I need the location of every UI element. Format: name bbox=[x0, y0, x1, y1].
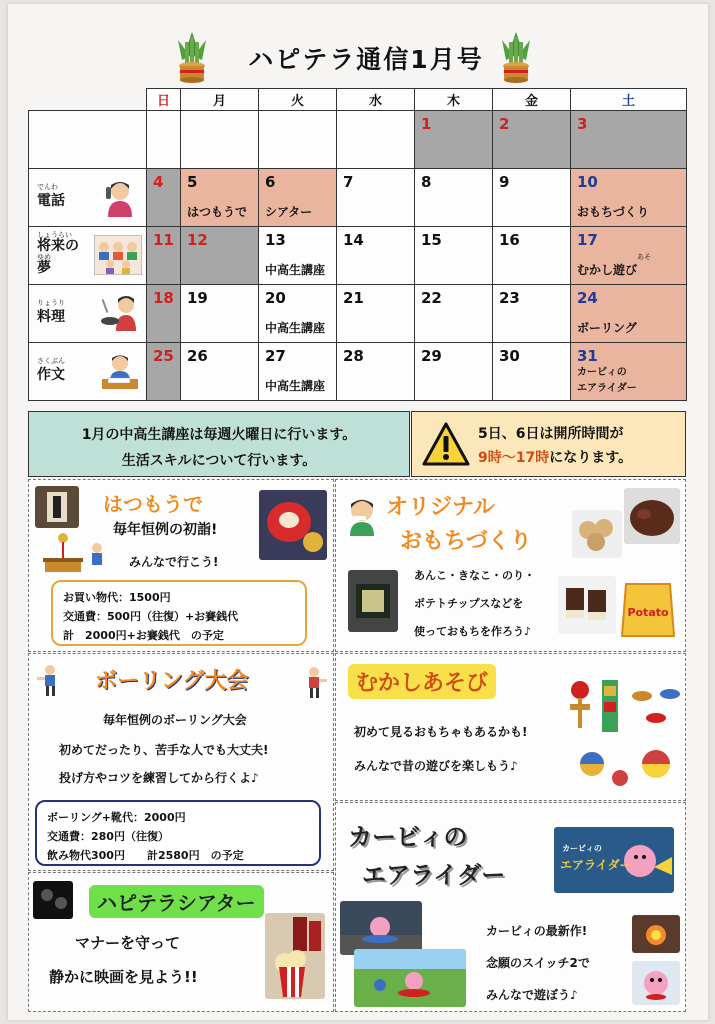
bowling-title: ボーリング大会 bbox=[95, 669, 249, 694]
date-number: 17 bbox=[577, 231, 598, 249]
date-number: 25 bbox=[153, 347, 174, 365]
row-label-dream bbox=[29, 227, 147, 285]
panel-kirby bbox=[335, 802, 686, 1012]
event-label: カービィの bbox=[577, 367, 627, 378]
date-number: 4 bbox=[153, 173, 164, 191]
date-number: 8 bbox=[421, 173, 432, 191]
omochi-title-line1: オリジナル bbox=[386, 495, 495, 520]
cost-line: お買い物代：1500円 bbox=[63, 591, 171, 604]
bowling-cost-box bbox=[35, 800, 321, 866]
date-cell bbox=[493, 343, 571, 401]
date-cell bbox=[415, 285, 493, 343]
date-number: 19 bbox=[187, 289, 208, 307]
date-cell bbox=[337, 285, 415, 343]
date-cell bbox=[493, 169, 571, 227]
kirby-line3: みんなで遊ぼう♪ bbox=[486, 988, 578, 1002]
date-cell-holiday bbox=[147, 343, 181, 401]
event-label: 中高生講座 bbox=[265, 379, 326, 393]
date-cell-event bbox=[571, 227, 687, 285]
cost-line: 計 2000円+お賽銭代 の予定 bbox=[63, 629, 224, 642]
date-number: 18 bbox=[153, 289, 174, 307]
notice-line-rest: になります。 bbox=[549, 450, 633, 466]
date-number: 10 bbox=[577, 173, 598, 191]
notice-line bbox=[478, 446, 632, 470]
omochi-line2: ポテトチップスなどを bbox=[414, 597, 524, 610]
panel-hatsumoude bbox=[28, 479, 334, 652]
bowling-line1: 毎年恒例のボーリング大会 bbox=[103, 713, 247, 727]
logo-big-text: エアライダー bbox=[560, 858, 632, 872]
theater-line2: 静かに映画を見よう!! bbox=[49, 968, 198, 986]
event-label: ボーリング bbox=[577, 321, 637, 335]
day-header-sat: 土 bbox=[571, 89, 687, 111]
kinako-mochi-photo bbox=[572, 510, 622, 558]
omochi-title-line2: おもちづくり bbox=[400, 529, 532, 554]
date-number: 20 bbox=[265, 289, 286, 307]
day-header-fri: 金 bbox=[493, 89, 571, 111]
kadomatsu-icon-right bbox=[496, 30, 536, 84]
event-label: はつもうで bbox=[187, 205, 248, 219]
row-label-cooking bbox=[29, 285, 147, 343]
date-number: 1 bbox=[421, 115, 432, 133]
date-cell-holiday bbox=[571, 111, 687, 169]
date-cell-event bbox=[571, 169, 687, 227]
date-cell-event bbox=[259, 285, 337, 343]
potato-label: Potato bbox=[627, 606, 669, 619]
calendar-table bbox=[28, 88, 687, 401]
notice-hours-text bbox=[478, 422, 632, 470]
date-number: 5 bbox=[187, 173, 198, 191]
shrine-sign-photo bbox=[35, 486, 79, 528]
date-cell-holiday bbox=[147, 285, 181, 343]
row-label-empty bbox=[29, 111, 147, 169]
bowler-icon-right bbox=[299, 666, 329, 700]
date-cell bbox=[181, 343, 259, 401]
date-cell-holiday bbox=[493, 111, 571, 169]
hatsumoude-cost-box bbox=[51, 580, 307, 646]
date-cell bbox=[259, 111, 337, 169]
event-ruby: あそ bbox=[637, 253, 651, 261]
date-number: 22 bbox=[421, 289, 442, 307]
shrine-bell-icon bbox=[41, 530, 111, 574]
date-cell-event bbox=[259, 227, 337, 285]
day-header-sun: 日 bbox=[147, 89, 181, 111]
date-number: 13 bbox=[265, 231, 286, 249]
logo-small-text: カービィの bbox=[562, 844, 602, 853]
nori-mochi-photo bbox=[348, 570, 398, 632]
kirby-action-photo bbox=[632, 915, 680, 953]
kirby-gameplay-photo-2 bbox=[354, 949, 466, 1007]
kirby-title-line2: エアライダー bbox=[362, 861, 506, 889]
date-number: 26 bbox=[187, 347, 208, 365]
date-cell bbox=[493, 227, 571, 285]
cooking-girl-icon bbox=[100, 293, 140, 333]
date-number: 16 bbox=[499, 231, 520, 249]
bowling-line3: 投げ方やコツを練習してから行くよ♪ bbox=[59, 771, 259, 785]
date-cell bbox=[415, 227, 493, 285]
event-label: 中高生講座 bbox=[265, 263, 326, 277]
date-cell bbox=[337, 169, 415, 227]
date-number: 12 bbox=[187, 231, 208, 249]
event-label: エアライダー bbox=[577, 383, 637, 394]
date-number: 7 bbox=[343, 173, 354, 191]
cost-line: 飲み物代300円 計2580円 の予定 bbox=[47, 849, 244, 862]
date-cell-holiday bbox=[147, 169, 181, 227]
date-number: 23 bbox=[499, 289, 520, 307]
date-cell-event bbox=[181, 169, 259, 227]
cost-line: 交通費：280円（往復） bbox=[47, 830, 169, 843]
day-header-wed: 水 bbox=[337, 89, 415, 111]
hatsumoude-title: はつもうで bbox=[103, 492, 203, 516]
event-label: シアター bbox=[265, 205, 313, 219]
mukashi-line1: 初めて見るおもちゃもあるかも! bbox=[354, 725, 528, 739]
date-cell bbox=[181, 111, 259, 169]
writing-boy-icon bbox=[100, 351, 140, 391]
date-number: 30 bbox=[499, 347, 520, 365]
notice-line: 1月の中高生講座は毎週火曜日に行います。 bbox=[81, 427, 357, 443]
date-cell bbox=[337, 343, 415, 401]
event-label: おもちづくり bbox=[577, 205, 649, 219]
notice-time: 9時～17時 bbox=[478, 450, 550, 466]
theater-title: ハピテラシアター bbox=[89, 885, 264, 918]
row-label-essay bbox=[29, 343, 147, 401]
date-number: 28 bbox=[343, 347, 364, 365]
panel-mukashi-asobi bbox=[335, 653, 686, 801]
potato-chips-icon bbox=[620, 580, 676, 640]
kirby-line2: 念願のスイッチ2で bbox=[486, 956, 590, 970]
notice-line: 生活スキルについて行います。 bbox=[121, 453, 317, 469]
date-cell bbox=[337, 227, 415, 285]
date-cell-holiday bbox=[181, 227, 259, 285]
date-number: 11 bbox=[153, 231, 174, 249]
date-number: 2 bbox=[499, 115, 510, 133]
panel-bowling bbox=[28, 653, 334, 871]
notice-hours bbox=[411, 411, 686, 477]
panel-theater bbox=[28, 872, 334, 1012]
event-label: むかし遊び bbox=[577, 263, 638, 277]
notice-line: 5日、6日は開所時間が bbox=[478, 426, 624, 442]
date-number: 9 bbox=[499, 173, 510, 191]
anko-mochi-photo bbox=[624, 488, 680, 544]
notice-lecture bbox=[28, 411, 410, 477]
date-number: 6 bbox=[265, 173, 276, 191]
cost-line: ボーリング+靴代：2000円 bbox=[47, 811, 186, 824]
day-header-mon: 月 bbox=[181, 89, 259, 111]
kirby-gameplay-photo-1 bbox=[340, 901, 422, 955]
date-cell-event bbox=[259, 343, 337, 401]
date-cell-event bbox=[571, 343, 687, 401]
date-cell bbox=[415, 343, 493, 401]
kirby-character-photo bbox=[632, 961, 680, 1005]
panel-omochi bbox=[335, 479, 686, 652]
date-number: 27 bbox=[265, 347, 286, 365]
hatsumoude-line1: 毎年恒例の初詣! bbox=[113, 522, 218, 538]
date-cell bbox=[181, 285, 259, 343]
date-number: 31 bbox=[577, 347, 598, 365]
date-number: 29 bbox=[421, 347, 442, 365]
page-title: ハピテラ通信1月号 bbox=[248, 45, 484, 74]
dream-jobs-icon bbox=[94, 235, 142, 275]
date-number: 15 bbox=[421, 231, 442, 249]
kirby-title-line1: カービィの bbox=[348, 823, 468, 851]
date-cell-holiday bbox=[415, 111, 493, 169]
day-header-tue: 火 bbox=[259, 89, 337, 111]
date-cell bbox=[415, 169, 493, 227]
bowler-icon-left bbox=[35, 664, 65, 698]
chocolate-mochi-photo bbox=[558, 576, 616, 634]
date-cell bbox=[147, 111, 181, 169]
date-cell-event bbox=[571, 285, 687, 343]
bowling-line2: 初めてだったり、苦手な人でも大丈夫! bbox=[59, 743, 269, 757]
date-number: 14 bbox=[343, 231, 364, 249]
date-number: 3 bbox=[577, 115, 588, 133]
row-label-text: しょうらい 将来の ゆめ 夢 bbox=[37, 231, 79, 276]
theater-line1: マナーを守って bbox=[75, 934, 181, 952]
daruma-photo bbox=[259, 490, 327, 560]
eating-boy-icon bbox=[342, 494, 382, 536]
date-number: 24 bbox=[577, 289, 598, 307]
film-reel-icon bbox=[33, 881, 73, 919]
traditional-toys-icon bbox=[558, 660, 684, 798]
warning-icon bbox=[422, 422, 470, 466]
mukashi-title: むかしあそび bbox=[348, 664, 496, 699]
row-label-phone bbox=[29, 169, 147, 227]
row-label-text: さくぶん 作文 bbox=[37, 357, 65, 383]
date-cell-event bbox=[259, 169, 337, 227]
row-label-text: でんわ 電話 bbox=[37, 183, 65, 209]
phone-girl-icon bbox=[100, 177, 140, 217]
kirby-air-riders-logo bbox=[554, 827, 674, 893]
date-cell bbox=[337, 111, 415, 169]
hatsumoude-line2: みんなで行こう! bbox=[129, 555, 219, 569]
cost-line: 交通費：500円（往復）+お賽銭代 bbox=[63, 610, 239, 623]
kadomatsu-icon-left bbox=[172, 30, 212, 84]
date-number: 21 bbox=[343, 289, 364, 307]
kirby-line1: カービィの最新作! bbox=[486, 924, 588, 938]
popcorn-cola-photo bbox=[265, 913, 325, 999]
day-header-thu: 木 bbox=[415, 89, 493, 111]
event-label: 中高生講座 bbox=[265, 321, 326, 335]
mukashi-line2: みんなで昔の遊びを楽しもう♪ bbox=[354, 759, 518, 773]
date-cell bbox=[493, 285, 571, 343]
row-label-text: りょうり 料理 bbox=[37, 299, 65, 325]
date-cell-holiday bbox=[147, 227, 181, 285]
omochi-line3: 使っておもちを作ろう♪ bbox=[414, 625, 532, 638]
corner-cell bbox=[29, 89, 147, 111]
omochi-line1: あんこ・きなこ・のり・ bbox=[414, 569, 535, 582]
